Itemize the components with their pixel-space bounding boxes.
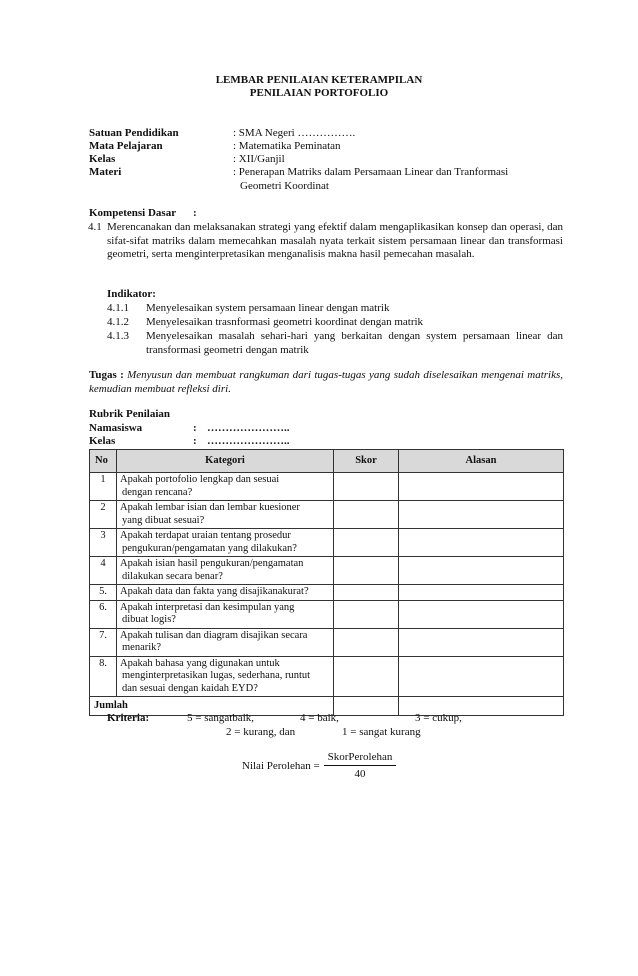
kategori-line: menarik? [122, 642, 162, 653]
kategori-line: pengukuran/pengamatan yang dilakukan? [122, 542, 297, 554]
alasan-cell[interactable] [399, 600, 564, 628]
table-row [90, 529, 564, 557]
document-subtitle: PENILAIAN PORTOFOLIO [249, 87, 389, 99]
identity-value-continued: Geometri Koordinat [240, 180, 329, 192]
header-no: No [90, 450, 117, 473]
skor-cell[interactable] [334, 557, 399, 585]
table-row [90, 656, 564, 697]
row-kategori [117, 656, 334, 697]
fraction-bar [324, 765, 396, 766]
identity-value: : SMA Negeri ……………. [233, 127, 356, 139]
document-title: LEMBAR PENILAIAN KETERAMPILAN [215, 74, 423, 86]
tugas-label: Tugas : [89, 369, 124, 381]
row-number: 2 [90, 501, 117, 529]
indikator-text: Menyelesaikan masalah sehari-hari yang berkaitan dengan system persamaan linear dan transformasi geometri dengan matrik [146, 330, 563, 356]
identity-value: : Penerapan Matriks dalam Persamaan Linear dan Tranformasi [233, 166, 509, 178]
kategori-line: yang dibuat sesuai? [122, 514, 205, 526]
identity-label: Kelas [89, 153, 116, 165]
skor-cell[interactable] [334, 656, 399, 697]
row-number: 8. [90, 656, 117, 697]
kompetensi-number: 4.1 [88, 221, 102, 233]
alasan-cell[interactable] [399, 656, 564, 697]
kategori-line: Apakah isian hasil pengukuran/pengamatan [120, 558, 304, 569]
table-row [90, 501, 564, 529]
kriteria-4: 4 = baik, [300, 712, 339, 724]
skor-cell[interactable] [334, 600, 399, 628]
kelas-colon: : [193, 435, 197, 447]
kriteria-label: Kriteria: [107, 712, 150, 724]
skor-cell[interactable] [334, 473, 399, 501]
header-alasan: Alasan [399, 450, 564, 473]
alasan-cell[interactable] [399, 529, 564, 557]
kelas-blank: ………………….. [207, 435, 290, 447]
row-kategori [117, 501, 334, 529]
kriteria-1: 1 = sangat kurang [342, 726, 421, 738]
nama-label: Namasiswa [89, 422, 143, 434]
indikator-number: 4.1.1 [107, 302, 129, 314]
indikator-text: Menyelesaikan trasnformasi geometri koordinat dengan matrik [146, 316, 424, 328]
table-row [90, 600, 564, 628]
kategori-line: Apakah terdapat uraian tentang prosedur [120, 530, 291, 541]
alasan-cell[interactable] [399, 628, 564, 656]
kategori-line: Apakah interpretasi dan kesimpulan yang [120, 601, 295, 613]
row-kategori [117, 600, 334, 628]
header-kategori: Kategori [117, 450, 334, 473]
formula-fraction [324, 751, 396, 780]
table-row [90, 628, 564, 656]
rubrik-title: Rubrik Penilaian [89, 408, 170, 420]
identity-label: Materi [89, 166, 122, 178]
row-kategori [117, 628, 334, 656]
kategori-line: Apakah data dan fakta yang disajikanakurat? [120, 586, 309, 597]
kompetensi-label: Kompetensi Dasar [89, 207, 177, 219]
row-number: 5. [90, 585, 117, 601]
table-row [90, 585, 564, 601]
table-row [90, 473, 564, 501]
kategori-line: dan sesuai dengan kaidah EYD? [122, 682, 258, 694]
formula-lhs: Nilai Perolehan = [242, 760, 320, 772]
kompetensi-colon: : [193, 207, 197, 219]
formula-numerator: SkorPerolehan [327, 751, 393, 763]
row-number: 1 [90, 473, 117, 501]
row-kategori [117, 557, 334, 585]
table-header-row [90, 450, 564, 473]
formula-denominator: 40 [354, 768, 366, 780]
row-kategori [117, 585, 334, 601]
kriteria-5: 5 = sangatbaik, [187, 712, 254, 724]
kategori-line: menginterpretasikan lugas, sederhana, runtut [122, 670, 311, 681]
kategori-line: dibuat logis? [122, 614, 176, 625]
indikator-number: 4.1.3 [107, 330, 129, 342]
kategori-line: Apakah lembar isian dan lembar kuesioner [120, 502, 300, 513]
kriteria-3: 3 = cukup, [415, 712, 462, 724]
jumlah-skor-cell[interactable] [334, 697, 399, 716]
alasan-cell[interactable] [399, 501, 564, 529]
kategori-line: Apakah bahasa yang digunakan untuk [120, 657, 280, 669]
nama-blank: ………………….. [207, 422, 290, 434]
rubric-table [89, 449, 564, 716]
skor-cell[interactable] [334, 529, 399, 557]
indikator-number: 4.1.2 [107, 316, 129, 328]
table-row [90, 557, 564, 585]
skor-cell[interactable] [334, 628, 399, 656]
identity-value: : Matematika Peminatan [233, 140, 341, 152]
row-number: 7. [90, 628, 117, 656]
row-number: 4 [90, 557, 117, 585]
tugas-paragraph [89, 369, 563, 396]
row-number: 6. [90, 600, 117, 628]
kategori-line: dilakukan secara benar? [122, 570, 223, 582]
skor-cell[interactable] [334, 585, 399, 601]
kategori-line: dengan rencana? [122, 486, 193, 498]
indikator-text: Menyelesaikan system persamaan linear dengan matrik [146, 302, 390, 314]
identity-value: : XII/Ganjil [233, 153, 285, 165]
kriteria-2: 2 = kurang, dan [226, 726, 296, 738]
indikator-label: Indikator: [107, 288, 156, 300]
row-number: 3 [90, 529, 117, 557]
identity-label: Mata Pelajaran [89, 140, 163, 152]
identity-label: Satuan Pendidikan [89, 127, 179, 139]
row-kategori [117, 529, 334, 557]
skor-cell[interactable] [334, 501, 399, 529]
alasan-cell[interactable] [399, 473, 564, 501]
nama-colon: : [193, 422, 197, 434]
kategori-line: Apakah portofolio lengkap dan sesuai [120, 474, 280, 485]
jumlah-label: Jumlah [90, 697, 334, 716]
kelas-label: Kelas [89, 435, 116, 447]
kompetensi-text: Merencanakan dan melaksanakan strategi yang efektif dalam mengaplikasikan konsep dan operasi, dan sifat-sifat matriks dalam memecahkan masalah nyata terkait sistem persamaan linear dan transformasi geometri, serta menginterpretasikan menganalisis makna hasil pemecahan masalah. [107, 221, 563, 260]
alasan-cell[interactable] [399, 557, 564, 585]
kategori-line: Apakah tulisan dan diagram disajikan secara [120, 629, 308, 641]
alasan-cell[interactable] [399, 585, 564, 601]
header-skor: Skor [334, 450, 399, 473]
tugas-text: Menyusun dan membuat rangkuman dari tugas-tugas yang sudah diselesaikan mengenai matriks, kemudian membuat refleksi diri. [89, 369, 564, 395]
row-kategori [117, 473, 334, 501]
